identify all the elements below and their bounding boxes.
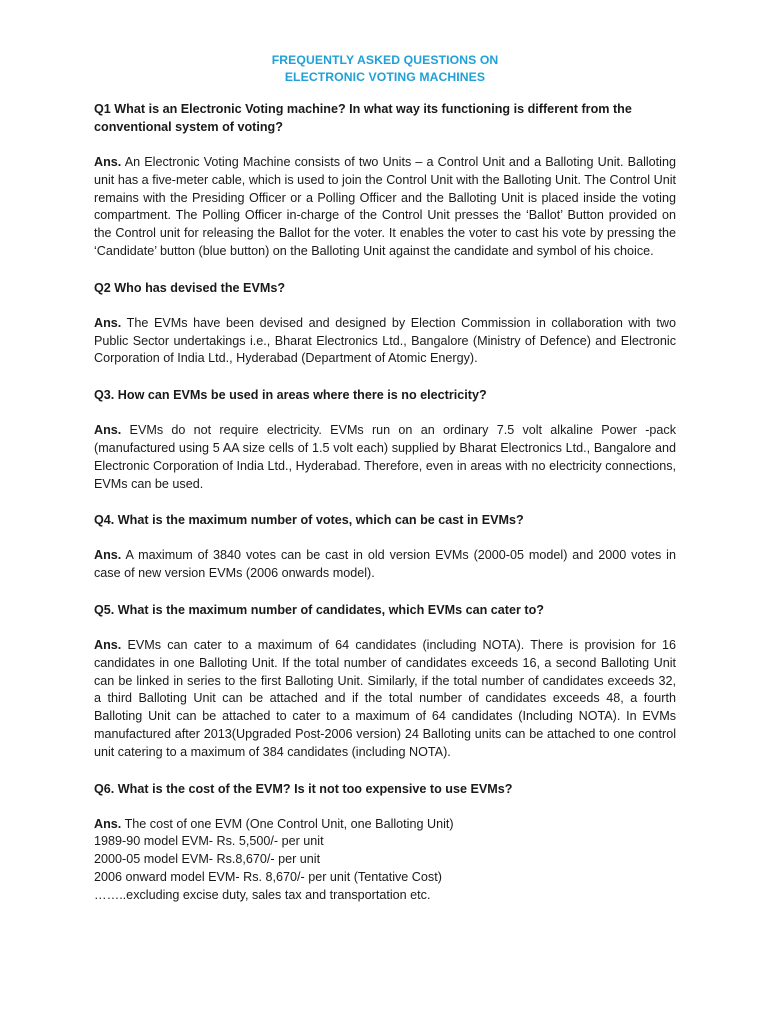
answer-4 [94, 547, 676, 583]
answer-label: Ans. [94, 155, 122, 169]
question-2: Q2 Who has devised the EVMs? [94, 280, 286, 295]
answer-label: Ans. [94, 816, 122, 831]
answer-6-line: ……..excluding excise duty, sales tax and transportation etc. [94, 887, 431, 902]
answer-6 [94, 816, 676, 905]
question-6: Q6. What is the cost of the EVM? Is it not too expensive to use EVMs? [94, 781, 513, 796]
answer-3 [94, 422, 676, 493]
question-3: Q3. How can EVMs be used in areas where there is no electricity? [94, 388, 487, 403]
answer-2-text: The EVMs have been devised and designed by Election Commission in collaboration with two Public Sector undertakings i.e., Bharat Electronics Ltd., Bangalore (Ministry of Defence) and Electronic Corporation of India Ltd., Hyderabad (Department of Atomic Energy). [94, 315, 676, 366]
document-page [94, 52, 676, 905]
question-4: Q4. What is the maximum number of votes, which can be cast in EVMs? [94, 513, 524, 528]
answer-5 [94, 637, 676, 762]
answer-label: Ans. [94, 423, 122, 438]
question-1: Q1 What is an Electronic Voting machine? In what way its functioning is different from the conventional system of voting? [94, 102, 632, 134]
answer-6-line: 2006 onward model EVM- Rs. 8,670/- per unit (Tentative Cost) [94, 869, 442, 884]
answer-3-text: EVMs do not require electricity. EVMs run on an ordinary 7.5 volt alkaline Power -pack (manufactured using 5 AA size cells of 1.5 volt each) supplied by Bharat Electronics Ltd., Bangalore and Electronic Corporation of India Ltd., Hyderabad. Therefore, even in areas with no electricity connections, EVMs can be used. [94, 423, 676, 491]
document-title [94, 52, 676, 86]
title-line-2: ELECTRONIC VOTING MACHINES [284, 70, 486, 84]
answer-label: Ans. [94, 315, 122, 330]
answer-2 [94, 315, 676, 368]
answer-label: Ans. [94, 548, 122, 563]
answer-1 [94, 154, 676, 261]
answer-label: Ans. [94, 637, 122, 652]
answer-1-text: An Electronic Voting Machine consists of two Units – a Control Unit and a Balloting Unit. Balloting unit has a five-meter cable, which is used to join the Control Unit with the Balloting Unit. The Control Unit remains with the Presiding Officer or a Polling Officer and the Balloting Unit is placed inside the voting compartment. The Polling Officer in-charge of the Control Unit presses the ‘Ballot’ Button provided on the Control unit for releasing the Ballot for the voter. It enables the voter to cast his vote by pressing the ‘Candidate’ button (blue button) on the Balloting Unit against the candidate and symbol of his choice. [94, 155, 676, 258]
answer-6-line: 1989-90 model EVM- Rs. 5,500/- per unit [94, 834, 324, 849]
answer-6-line: 2000-05 model EVM- Rs.8,670/- per unit [94, 852, 321, 867]
title-line-1: FREQUENTLY ASKED QUESTIONS ON [271, 53, 499, 67]
answer-6-line: Ans. The cost of one EVM (One Control Unit, one Balloting Unit) [94, 816, 454, 831]
answer-5-text: EVMs can cater to a maximum of 64 candidates (including NOTA). There is provision for 16 candidates in one Balloting Unit. If the total number of candidates exceeds 16, a second Balloting Unit can be linked in series to the first Balloting Unit. Similarly, if the total number of candidates exceeds 32, a third Balloting Unit can be attached and if the total number of candidates exceeds 48, a fourth Balloting Unit can be attached to cater to a maximum of 64 candidates (Including NOTA). In EVMs manufactured after 2013(Upgraded Post-2006 version) 24 Balloting units can be attached to one control unit catering to a maximum of 384 candidates (including NOTA). [94, 637, 677, 759]
answer-4-text: A maximum of 3840 votes can be cast in old version EVMs (2000-05 model) and 2000 votes in case of new version EVMs (2006 onwards model). [94, 548, 676, 581]
question-5: Q5. What is the maximum number of candidates, which EVMs can cater to? [94, 602, 544, 617]
